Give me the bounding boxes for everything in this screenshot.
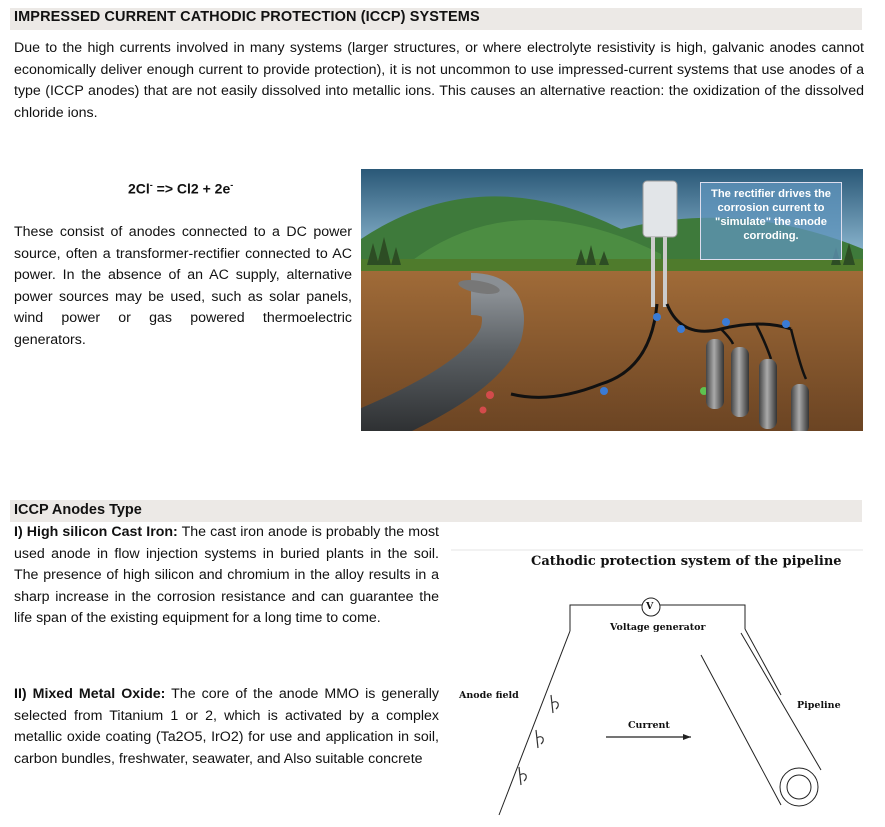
anode-type-2-title: II) Mixed Metal Oxide: bbox=[14, 686, 166, 702]
pipeline-label: Pipeline bbox=[797, 700, 841, 711]
rectifier-callout: The rectifier drives the corrosion current to "simulate" the anode corroding. bbox=[700, 182, 842, 260]
anodes-heading: ICCP Anodes Type bbox=[14, 502, 142, 518]
anode-type-1-title: I) High silicon Cast Iron: bbox=[14, 524, 178, 540]
cathodic-protection-diagram bbox=[451, 545, 863, 825]
anode-type-2-text: The core of the anode MMO is generally selected from Titanium 1 or 2, which is activated by a complex metallic oxide coating (Ta2O5, IrO2) for use and application in soil, carbon bundles, freshwater, seawater, and Also suitable concrete bbox=[14, 686, 439, 767]
anode-type-1-text: The cast iron anode is probably the most used anode in flow injection systems in buried plants in the soil. The presence of high silicon and chromium in the alloy results in a sharp increase in the corrosion resistance and can guarantee the life span of the existing equipment for a long time to come. bbox=[14, 524, 439, 626]
chemical-formula: 2Cl- => Cl2 + 2e- bbox=[128, 180, 234, 197]
diagram-title: Cathodic protection system of the pipeline bbox=[531, 554, 842, 569]
anode-type-2 bbox=[14, 684, 439, 770]
intro-paragraph: Due to the high currents involved in many systems (larger structures, or where electrolyte resistivity is high, galvanic anodes cannot economically deliver enough current to provide protection), it is not uncommon to use impressed-current systems that use anodes of a type (ICCP anodes) that are not easily dissolved into metallic ions. This causes an alternative reaction: the oxidization of the dissolved chloride ions. bbox=[14, 40, 864, 121]
voltage-generator-label: Voltage generator bbox=[610, 622, 706, 633]
anode-type-1 bbox=[14, 522, 439, 630]
current-label: Current bbox=[628, 720, 670, 731]
voltage-symbol: V bbox=[646, 601, 654, 612]
anode-field-label: Anode field bbox=[459, 690, 519, 701]
page-title: IMPRESSED CURRENT CATHODIC PROTECTION (ICCP) SYSTEMS bbox=[14, 9, 480, 25]
description-paragraph: These consist of anodes connected to a DC power source, often a transformer-rectifier connected to AC power. In the absence of an AC supply, alternative power sources may be used, such as solar panels, wind power or gas powered thermoelectric generators. bbox=[14, 224, 352, 348]
